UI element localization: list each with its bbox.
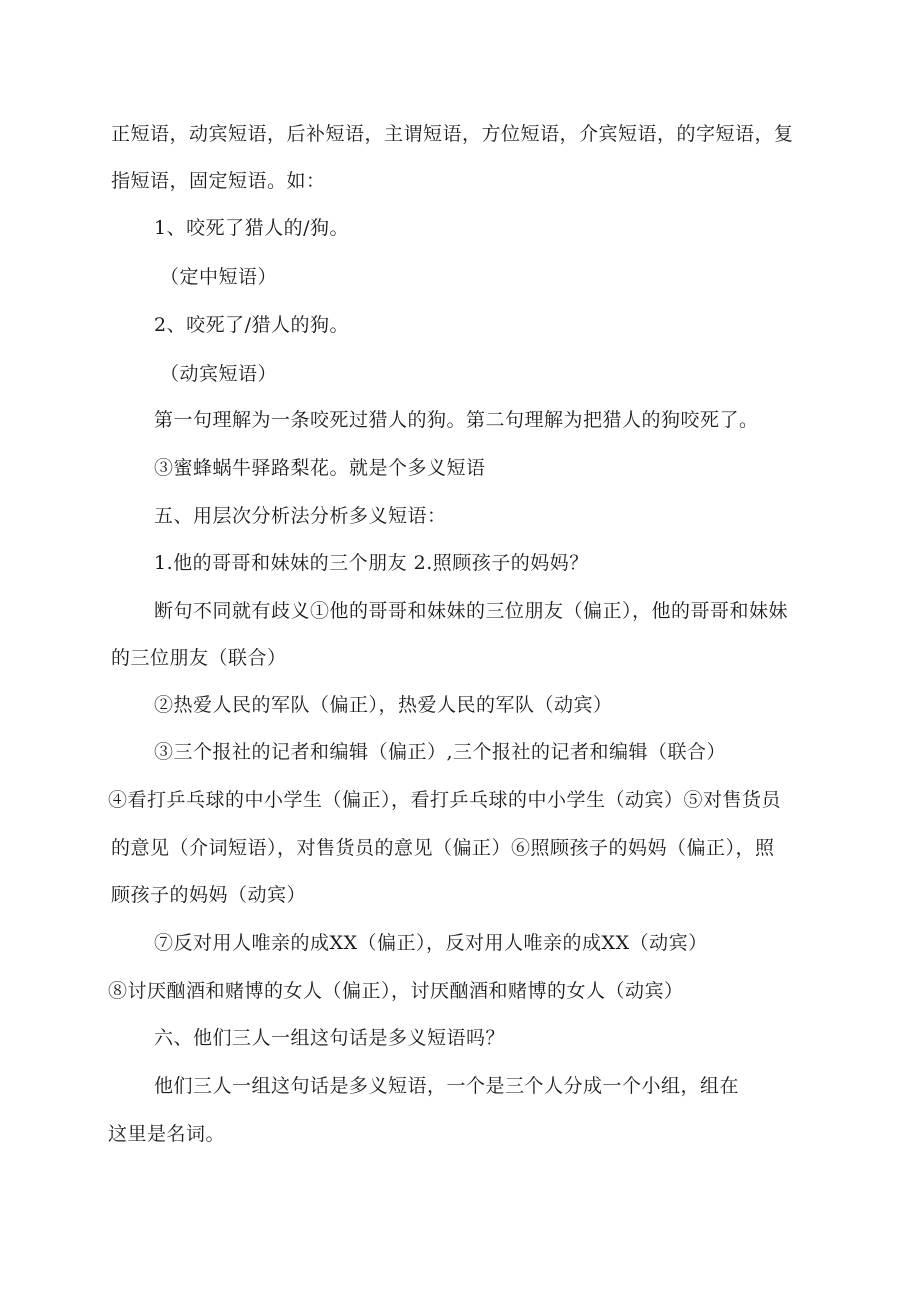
section-heading: 五、用层次分析法分析多义短语： xyxy=(154,505,447,527)
text-line: 正短语，动宾短语，后补短语，主谓短语，方位短语，介宾短语，的字短语，复 xyxy=(111,123,794,145)
text-line: ③三个报社的记者和编辑（偏正）,三个报社的记者和编辑（联合） xyxy=(154,741,727,763)
text-line: 他们三人一组这句话是多义短语，一个是三个人分成一个小组，组在 xyxy=(154,1075,740,1097)
text-line: ④看打乒乓球的中小学生（偏正），看打乒乓球的中小学生（动宾）⑤对售货员 xyxy=(108,789,782,811)
text-line: 断句不同就有歧义①他的哥哥和妹妹的三位朋友（偏正），他的哥哥和妹妹 xyxy=(154,600,789,622)
text-line: （动宾短语） xyxy=(160,363,278,385)
text-line: 的意见（介词短语），对售货员的意见（偏正）⑥照顾孩子的妈妈（偏正），照 xyxy=(111,837,775,859)
text-line: 指短语，固定短语。如： xyxy=(111,170,326,192)
text-line: ⑦反对用人唯亲的成XX（偏正），反对用人唯亲的成XX（动宾） xyxy=(154,932,708,954)
text-line: 顾孩子的妈妈（动宾） xyxy=(111,884,307,906)
text-line: 1.他的哥哥和妹妹的三个朋友 2.照顾孩子的妈妈？ xyxy=(154,552,589,574)
text-line: 1、咬死了猎人的/狗。 xyxy=(154,217,349,239)
text-line: 第一句理解为一条咬死过猎人的狗。第二句理解为把猎人的狗咬死了。 xyxy=(154,409,759,431)
text-line: 的三位朋友（联合） xyxy=(111,647,287,669)
text-line: 2、咬死了/猎人的狗。 xyxy=(154,314,349,336)
text-line: ③蜜蜂蜗牛驿路梨花。就是个多义短语 xyxy=(154,457,486,479)
text-line: ②热爱人民的军队（偏正），热爱人民的军队（动宾） xyxy=(154,694,613,716)
text-line: ⑧讨厌酗酒和赌博的女人（偏正），讨厌酗酒和赌博的女人（动宾） xyxy=(108,980,684,1002)
section-heading: 六、他们三人一组这句话是多义短语吗？ xyxy=(154,1027,506,1049)
text-line: 这里是名词。 xyxy=(108,1123,226,1145)
text-line: （定中短语） xyxy=(160,266,278,288)
